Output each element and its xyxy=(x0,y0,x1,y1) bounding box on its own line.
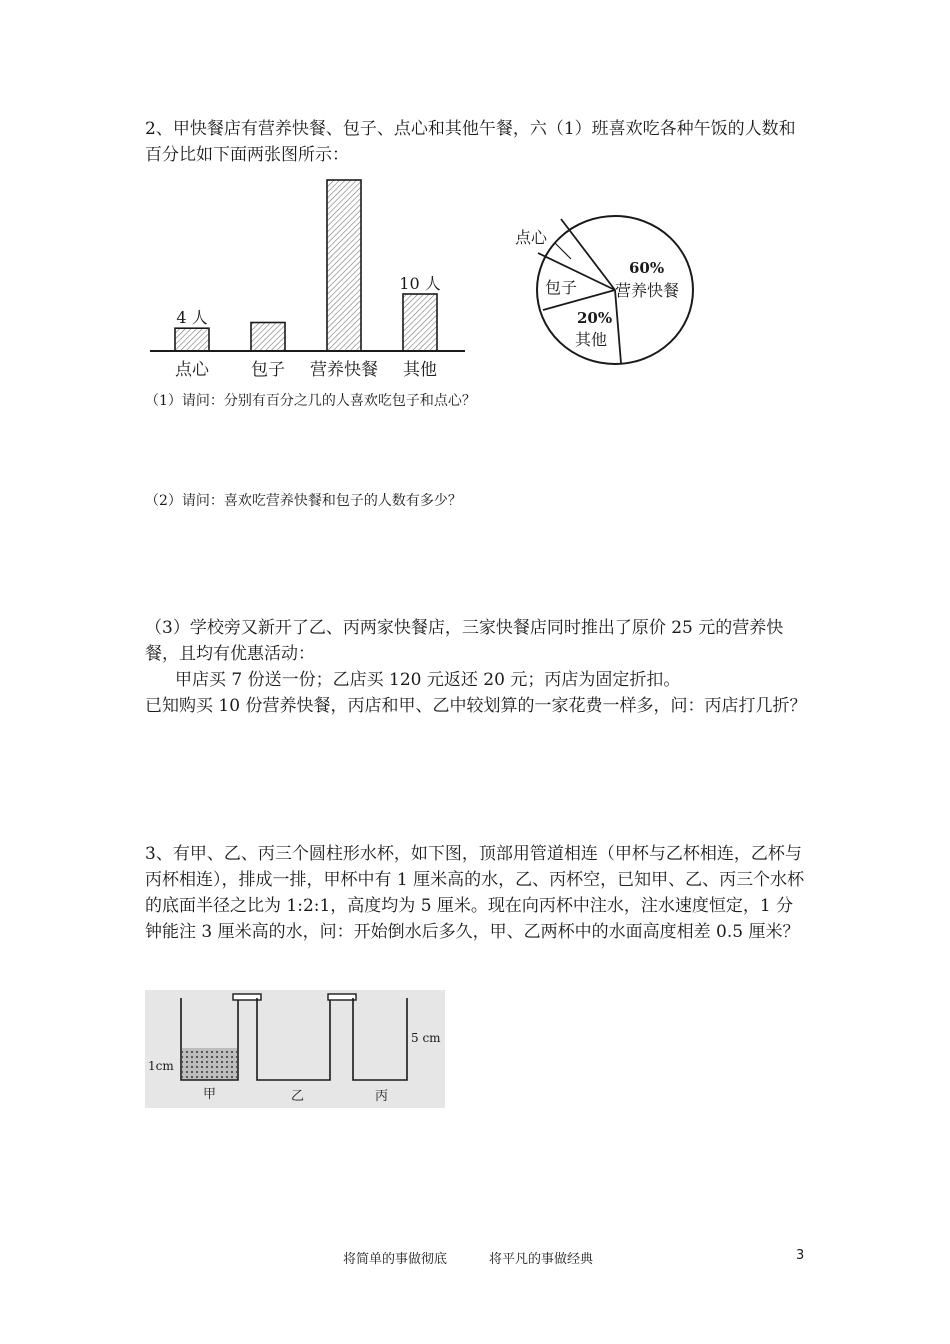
bar-chart xyxy=(145,165,475,380)
label-1cm: 1cm xyxy=(148,1059,174,1073)
bar-0 xyxy=(175,328,209,351)
bar-data-label-3: 10 人 xyxy=(399,274,441,293)
question-3-intro: （3）学校旁又新开了乙、丙两家快餐店，三家快餐店同时推出了原价 25 元的营养快餐，且均有优惠活动： xyxy=(145,618,784,664)
pie-chart xyxy=(505,215,705,375)
question-2: （2）请问：喜欢吃营养快餐和包子的人数有多少？ xyxy=(145,493,462,509)
footer-right: 将平凡的事做经典 xyxy=(489,1252,594,1267)
problem2-intro: 2、甲快餐店有营养快餐、包子、点心和其他午餐，六（1）班喜欢吃各种午饭的人数和百分比如下面两张图所示： xyxy=(145,119,796,165)
question-1: （1）请问：分别有百分之几的人喜欢吃包子和点心？ xyxy=(145,393,476,409)
cup-jia-water xyxy=(182,1048,237,1080)
cup-label-yi: 乙 xyxy=(291,1089,305,1104)
cup-label-bing: 丙 xyxy=(375,1089,389,1104)
pipe-yi-bing xyxy=(328,994,356,1000)
cups-diagram xyxy=(145,990,445,1108)
bar-2 xyxy=(327,180,361,351)
bar-category-1: 包子 xyxy=(251,360,285,380)
pie-label-other-name: 其他 xyxy=(575,330,608,349)
bar-category-3: 其他 xyxy=(403,360,437,380)
pie-label-baozi: 包子 xyxy=(545,278,578,297)
bar-data-label-0: 4 人 xyxy=(176,308,208,328)
pie-label-main-pct: 60% xyxy=(629,259,665,277)
bar-category-2: 营养快餐 xyxy=(310,360,378,380)
label-5cm: 5 cm xyxy=(411,1031,441,1045)
problem3-text: 3、有甲、乙、丙三个圆柱形水杯，如下图，顶部用管道相连（甲杯与乙杯相连，乙杯与丙杯相连），排成一排，甲杯中有 1 厘米高的水，乙、丙杯空，已知甲、乙、丙三个水杯的底面半径之比为 1:2:1，高度均为 5 厘米。现在向丙杯中注水，注水速度恒定，1 分钟能注 3 厘米高的水，问：开始倒水后多久，甲、乙两杯中的水面高度相差 0.5 厘米？ xyxy=(145,844,805,942)
footer-left: 将简单的事做彻底 xyxy=(343,1252,448,1267)
bar-1 xyxy=(251,323,285,352)
bar-category-0: 点心 xyxy=(175,360,209,380)
pie-label-dianxin: 点心 xyxy=(515,228,548,247)
bar-3 xyxy=(403,294,437,351)
cup-label-jia: 甲 xyxy=(203,1087,217,1102)
pie-label-main-name: 营养快餐 xyxy=(615,281,680,300)
pie-label-other-pct: 20% xyxy=(577,309,613,327)
question-3-ask: 已知购买 10 份营养快餐，丙店和甲、乙中较划算的一家花费一样多，问：丙店打几折？ xyxy=(145,696,807,716)
page-number: 3 xyxy=(796,1248,805,1263)
question-3-offers: 甲店买 7 份送一份；乙店买 120 元返还 20 元；丙店为固定折扣。 xyxy=(175,670,681,690)
